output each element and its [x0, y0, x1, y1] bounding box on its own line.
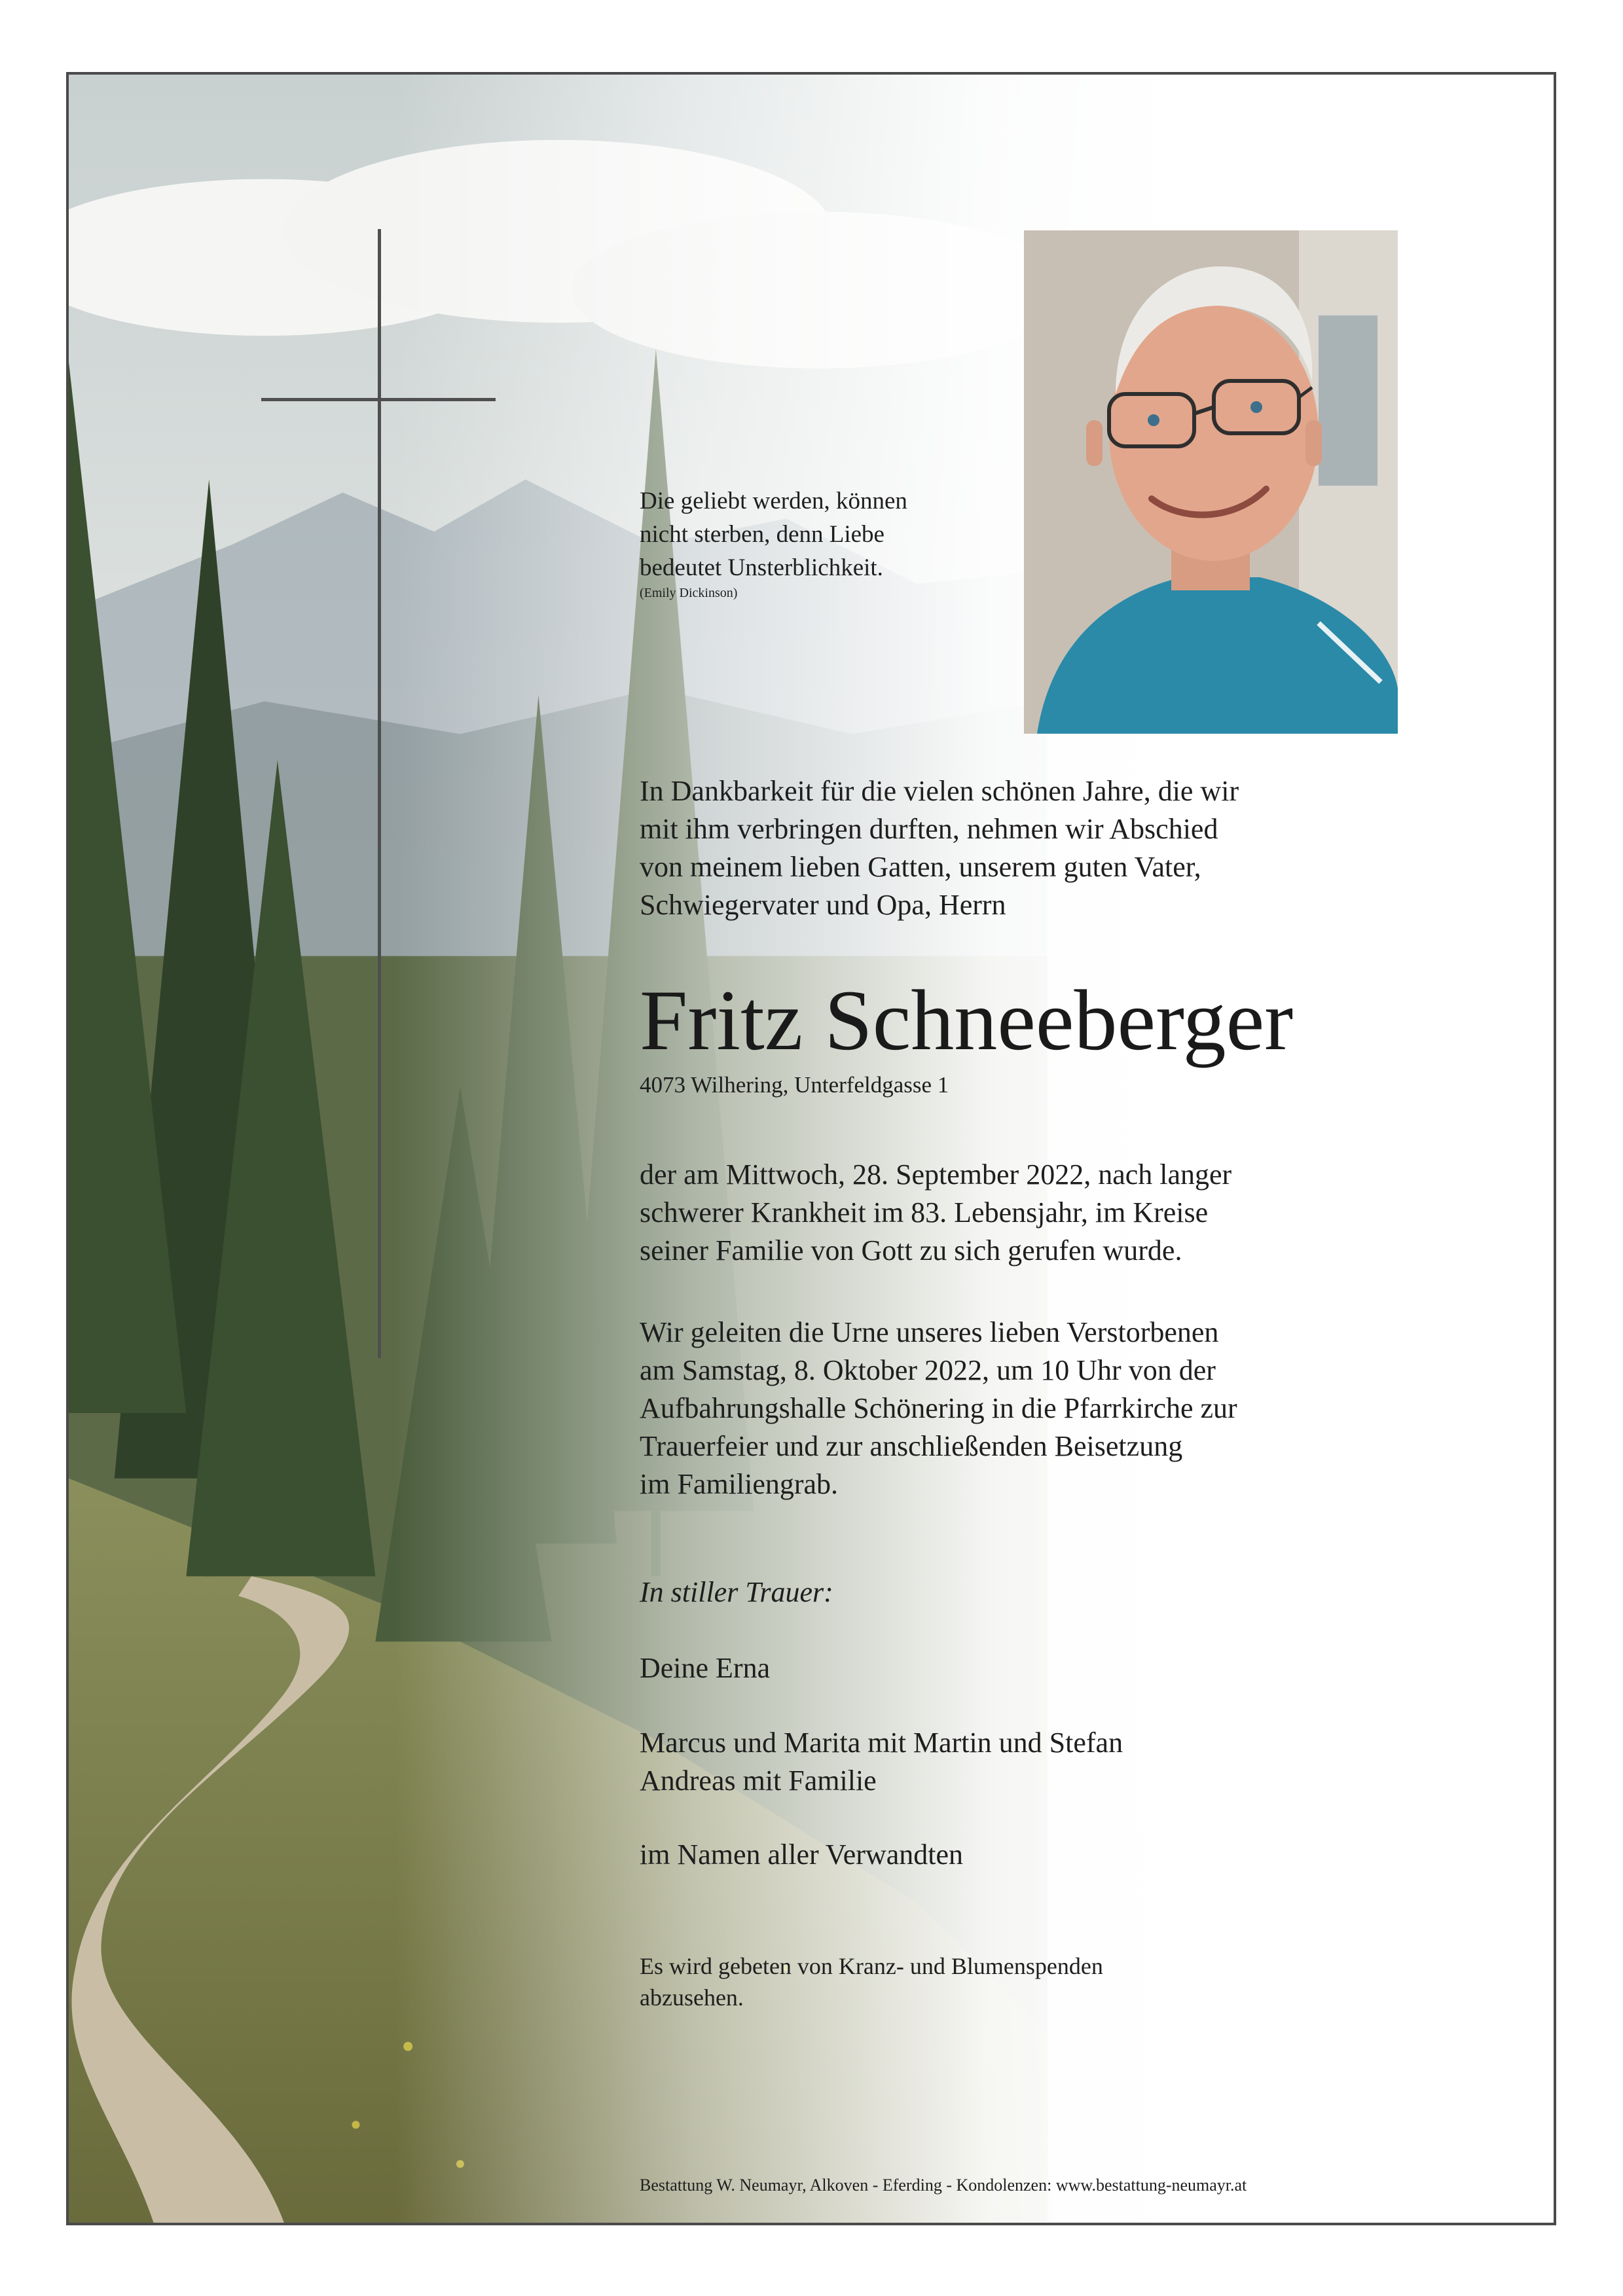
funeral-line: Trauerfeier und zur anschließenden Beisetzung: [640, 1430, 1183, 1462]
intro-line: Schwiegervater und Opa, Herrn: [640, 889, 1006, 921]
funeral-home-footer: Bestattung W. Neumayr, Alkoven - Eferding - Kondolenzen: www.bestattung-neumayr.at: [640, 2176, 1247, 2195]
intro-line: von meinem lieben Gatten, unserem guten Vater,: [640, 851, 1201, 883]
mourning-heading: In stiller Trauer:: [640, 1576, 833, 1608]
intro-line: mit ihm verbringen durften, nehmen wir Abschied: [640, 813, 1218, 845]
cross-horizontal-bar: [261, 398, 496, 401]
funeral-line: Wir geleiten die Urne unseres lieben Verstorbenen: [640, 1316, 1219, 1348]
request-line: Es wird gebeten von Kranz- und Blumenspenden: [640, 1953, 1103, 1979]
epitaph-quote: [640, 484, 1006, 601]
request-line: abzusehen.: [640, 1984, 744, 2011]
flower-request: [640, 1950, 1294, 2013]
deceased-name: Fritz Schneeberger: [640, 972, 1294, 1068]
quote-line: Die geliebt werden, können: [640, 488, 907, 514]
portrait-photo: [1024, 230, 1398, 734]
mourner-children-line: Andreas mit Familie: [640, 1765, 877, 1797]
portrait-illustration: [1024, 230, 1398, 734]
mourner-children-line: Marcus und Marita mit Martin und Stefan: [640, 1727, 1123, 1759]
death-line: der am Mittwoch, 28. September 2022, nach langer: [640, 1158, 1232, 1191]
funeral-line: am Samstag, 8. Oktober 2022, um 10 Uhr von der: [640, 1354, 1216, 1386]
quote-line: bedeutet Unsterblichkeit.: [640, 554, 883, 581]
death-notice-paragraph: [640, 1156, 1491, 1270]
deceased-address: 4073 Wilhering, Unterfeldgasse 1: [640, 1072, 949, 1098]
death-line: schwerer Krankheit im 83. Lebensjahr, im Kreise: [640, 1196, 1209, 1229]
intro-line: In Dankbarkeit für die vielen schönen Jahre, die wir: [640, 775, 1239, 807]
quote-line: nicht sterben, denn Liebe: [640, 521, 884, 548]
quote-author: (Emily Dickinson): [640, 586, 738, 600]
mourner-relatives: im Namen aller Verwandten: [640, 1839, 964, 1871]
funeral-details-paragraph: [640, 1314, 1491, 1503]
death-line: seiner Familie von Gott zu sich gerufen wurde.: [640, 1234, 1182, 1266]
intro-paragraph: [640, 772, 1491, 924]
funeral-line: Aufbahrungshalle Schönering in die Pfarrkirche zur: [640, 1392, 1237, 1424]
funeral-line: im Familiengrab.: [640, 1468, 839, 1500]
mourner-wife: Deine Erna: [640, 1652, 771, 1684]
obituary-frame: [66, 72, 1556, 2225]
